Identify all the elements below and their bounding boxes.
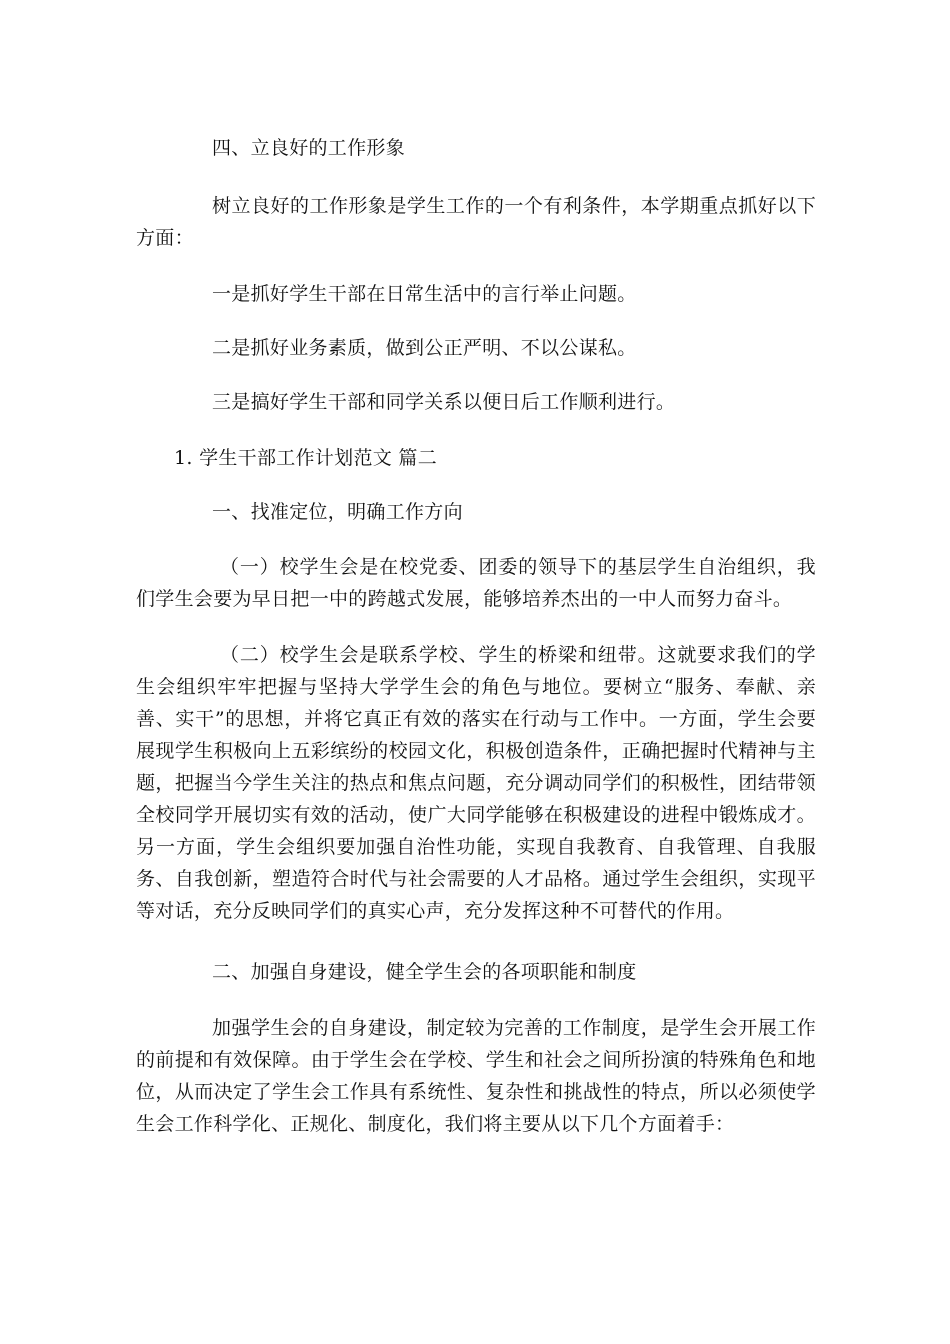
list-item: 二是抓好业务素质，做到公正严明、不以公谋私。 [212, 337, 637, 359]
list-item: 一是抓好学生干部在日常生活中的言行举止问题。 [212, 283, 637, 305]
section-heading: 四、立良好的工作形象 [212, 137, 406, 159]
article-title: 1. 学生干部工作计划范文 篇二 [174, 447, 438, 469]
section-heading: 二、加强自身建设，健全学生会的各项职能和制度 [212, 961, 637, 983]
paragraph: 加强学生会的自身建设，制定较为完善的工作制度，是学生会开展工作的前提和有效保障。由于学生会在学校、学生和社会之间所扮演的特殊角色和地位，从而决定了学生会工作具有系统性、复杂性和挑战性的特点，所以必须使学生会工作科学化、正规化、制度化，我们将主要从以下几个方面着手： [136, 1017, 816, 1135]
paragraph: （二）校学生会是联系学校、学生的桥梁和纽带。这就要求我们的学生会组织牢牢把握与坚持大学学生会的角色与地位。要树立“服务、奉献、亲善、实干”的思想，并将它真正有效的落实在行动与工作中。一方面，学生会要展现学生积极向上五彩缤纷的校园文化，积极创造条件，正确把握时代精神与主题，把握当今学生关注的热点和焦点问题，充分调动同学们的积极性，团结带领全校同学开展切实有效的活动，使广大同学能够在积极建设的进程中锻炼成才。另一方面，学生会组织要加强自治性功能，实现自我教育、自我管理、自我服务、自我创新，塑造符合时代与社会需要的人才品格。通过学生会组织，实现平等对话，充分反映同学们的真实心声，充分发挥这种不可替代的作用。 [136, 644, 816, 922]
paragraph: 树立良好的工作形象是学生工作的一个有利条件，本学期重点抓好以下方面： [136, 195, 816, 249]
section-heading: 一、找准定位，明确工作方向 [212, 501, 463, 523]
list-item: 三是搞好学生干部和同学关系以便日后工作顺利进行。 [212, 391, 676, 413]
paragraph: （一）校学生会是在校党委、团委的领导下的基层学生自治组织，我们学生会要为早日把一中的跨越式发展，能够培养杰出的一中人而努力奋斗。 [136, 556, 816, 610]
